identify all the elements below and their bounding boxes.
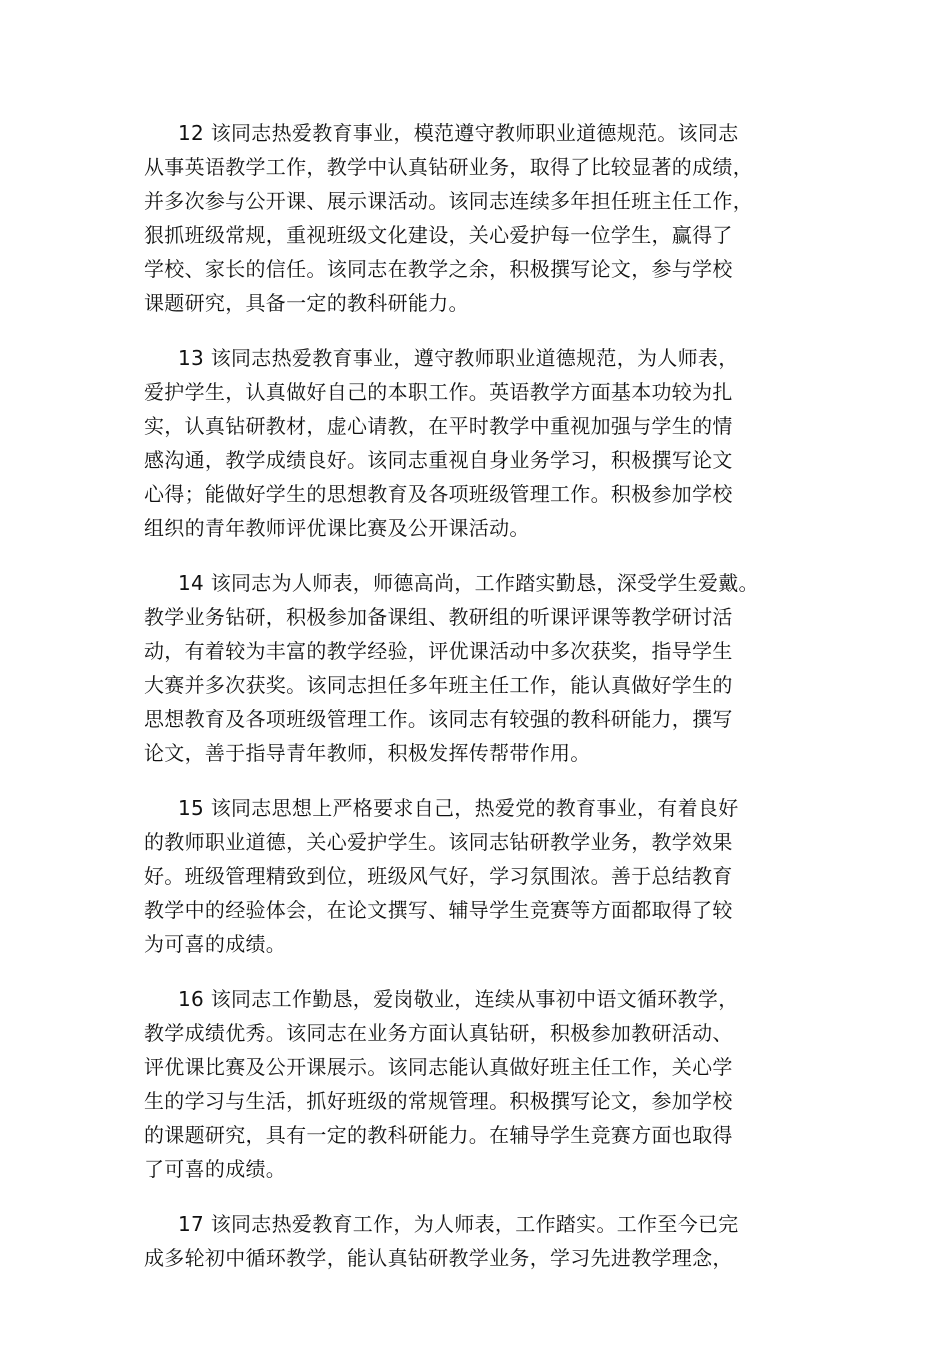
- text-line: 了可喜的成绩。: [144, 1157, 287, 1181]
- text-line: 为可喜的成绩。: [144, 932, 287, 956]
- text-line: 学校、家长的信任。该同志在教学之余，积极撰写论文，参与学校: [144, 257, 733, 281]
- text-line: 14 该同志为人师表，师德高尚，工作踏实勤恳，深受学生爱戴。: [178, 571, 759, 595]
- text-line: 从事英语教学工作，教学中认真钻研业务，取得了比较显著的成绩，: [144, 155, 753, 179]
- text-line: 心得；能做好学生的思想教育及各项班级管理工作。积极参加学校: [144, 482, 733, 506]
- text-line: 大赛并多次获奖。该同志担任多年班主任工作，能认真做好学生的: [144, 673, 733, 697]
- paragraph-14: [144, 566, 764, 770]
- text-line: 论文，善于指导青年教师，积极发挥传帮带作用。: [144, 741, 591, 765]
- text-line: 实，认真钻研教材，虚心请教，在平时教学中重视加强与学生的情: [144, 414, 733, 438]
- text-line: 评优课比赛及公开课展示。该同志能认真做好班主任工作，关心学: [144, 1055, 733, 1079]
- text-line: 感沟通，教学成绩良好。该同志重视自身业务学习，积极撰写论文: [144, 448, 733, 472]
- text-line: 生的学习与生活，抓好班级的常规管理。积极撰写论文，参加学校: [144, 1089, 733, 1113]
- paragraph-16: [144, 982, 764, 1186]
- text-line: 组织的青年教师评优课比赛及公开课活动。: [144, 516, 530, 540]
- text-line: 16 该同志工作勤恳，爱岗敬业，连续从事初中语文循环教学，: [178, 987, 739, 1011]
- text-line: 爱护学生，认真做好自己的本职工作。英语教学方面基本功较为扎: [144, 380, 733, 404]
- text-line: 教学中的经验体会，在论文撰写、辅导学生竞赛等方面都取得了较: [144, 898, 733, 922]
- paragraph-15: [144, 791, 764, 961]
- text-line: 教学业务钻研，积极参加备课组、教研组的听课评课等教学研讨活: [144, 605, 733, 629]
- text-line: 思想教育及各项班级管理工作。该同志有较强的教科研能力，撰写: [144, 707, 733, 731]
- text-line: 并多次参与公开课、展示课活动。该同志连续多年担任班主任工作，: [144, 189, 753, 213]
- text-line: 15 该同志思想上严格要求自己，热爱党的教育事业，有着良好: [178, 796, 739, 820]
- text-line: 的课题研究，具有一定的教科研能力。在辅导学生竞赛方面也取得: [144, 1123, 733, 1147]
- text-line: 12 该同志热爱教育事业，模范遵守教师职业道德规范。该同志: [178, 121, 739, 145]
- text-line: 13 该同志热爱教育事业，遵守教师职业道德规范，为人师表，: [178, 346, 739, 370]
- text-line: 教学成绩优秀。该同志在业务方面认真钻研，积极参加教研活动、: [144, 1021, 733, 1045]
- paragraph-12: [144, 116, 764, 320]
- text-line: 狠抓班级常规，重视班级文化建设，关心爱护每一位学生，赢得了: [144, 223, 733, 247]
- text-line: 17 该同志热爱教育工作，为人师表，工作踏实。工作至今已完: [178, 1212, 739, 1236]
- text-line: 成多轮初中循环教学，能认真钻研教学业务，学习先进教学理念，: [144, 1246, 733, 1270]
- text-line: 好。班级管理精致到位，班级风气好，学习氛围浓。善于总结教育: [144, 864, 733, 888]
- paragraph-17: [144, 1207, 764, 1275]
- text-line: 的教师职业道德，关心爱护学生。该同志钻研教学业务，教学效果: [144, 830, 733, 854]
- text-line: 动，有着较为丰富的教学经验，评优课活动中多次获奖，指导学生: [144, 639, 733, 663]
- paragraph-13: [144, 341, 764, 545]
- document-body: [144, 116, 764, 1296]
- text-line: 课题研究，具备一定的教科研能力。: [144, 291, 469, 315]
